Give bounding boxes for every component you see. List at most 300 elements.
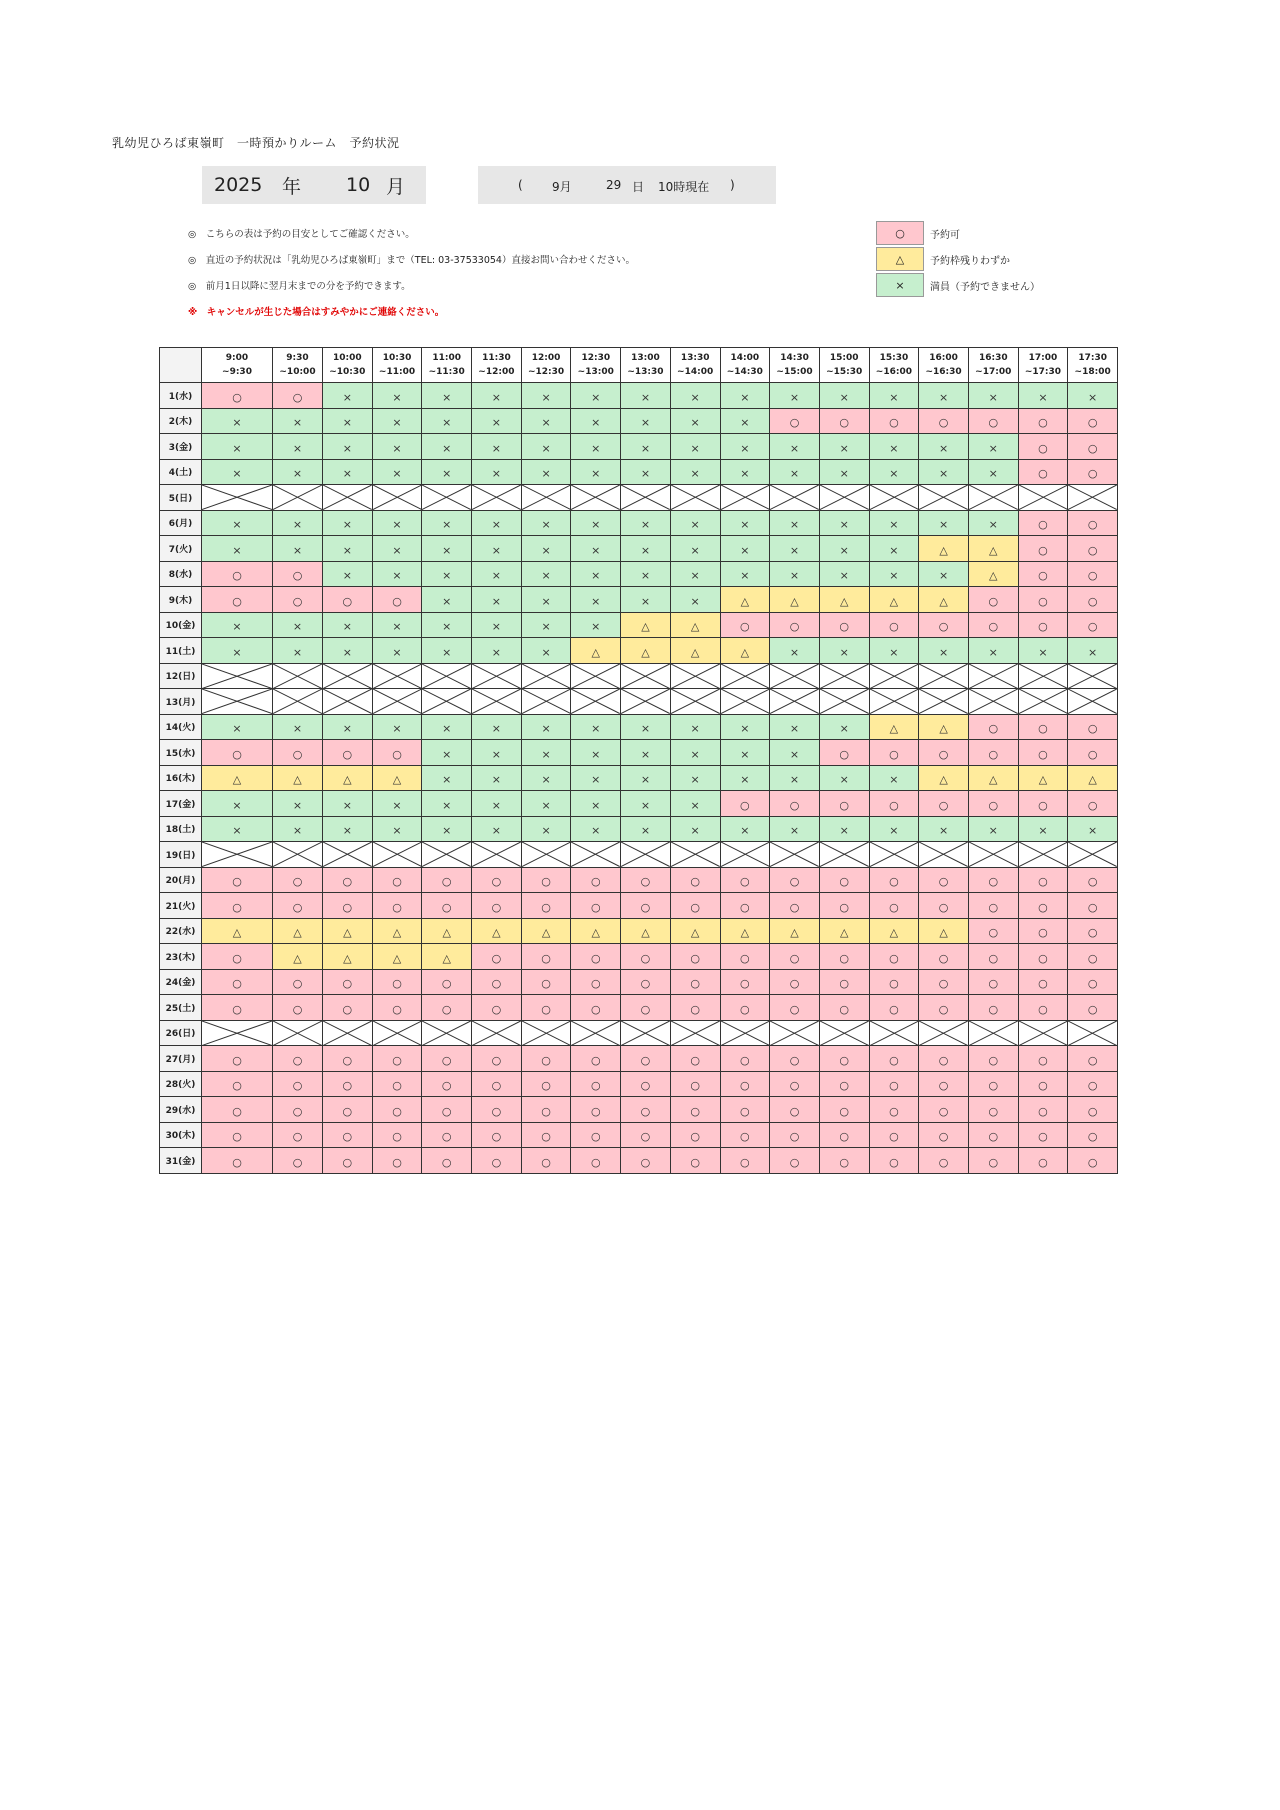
full-cell <box>571 587 621 613</box>
status-symbol: × <box>442 594 452 608</box>
closed-cross-icon <box>671 1021 720 1046</box>
available-cell <box>273 587 323 613</box>
full-cell <box>919 816 969 842</box>
legend-available-label: 予約可 <box>930 229 960 241</box>
closed-cell <box>869 842 919 868</box>
full-cell <box>869 383 919 409</box>
status-symbol: × <box>232 441 242 455</box>
time-slot-end: ~13:30 <box>627 367 664 377</box>
closed-cross-icon <box>671 664 720 689</box>
available-cell <box>720 1097 770 1123</box>
available-cell <box>720 612 770 638</box>
status-symbol: ○ <box>590 875 601 889</box>
status-symbol: × <box>690 824 700 838</box>
status-symbol: ○ <box>232 900 242 914</box>
available-cell <box>323 867 373 893</box>
status-symbol: × <box>591 467 601 481</box>
status-symbol: × <box>491 747 502 761</box>
closed-cross-icon <box>621 689 670 714</box>
status-symbol: × <box>789 467 800 481</box>
available-cell <box>968 1097 1018 1123</box>
full-cell <box>819 510 869 536</box>
status-symbol: ○ <box>640 1130 651 1144</box>
status-symbol: × <box>232 798 242 812</box>
closed-cross-icon <box>671 842 720 867</box>
full-cell <box>323 791 373 817</box>
status-symbol: × <box>640 416 651 430</box>
closed-cross-icon <box>1019 485 1068 510</box>
status-symbol: × <box>640 747 651 761</box>
full-cell <box>521 816 571 842</box>
status-symbol: × <box>889 645 899 659</box>
available-cell <box>202 1046 273 1072</box>
full-cell <box>472 561 522 587</box>
few-left-cell <box>202 918 273 944</box>
status-symbol: ○ <box>441 875 452 889</box>
status-symbol: × <box>342 645 352 659</box>
closed-cell <box>422 485 472 511</box>
status-symbol: ○ <box>938 977 949 991</box>
full-cell <box>819 383 869 409</box>
status-symbol: △ <box>740 594 750 608</box>
few-left-cell <box>1068 765 1118 791</box>
status-symbol: ○ <box>938 1104 949 1118</box>
status-symbol: ○ <box>1038 518 1048 532</box>
status-symbol: × <box>889 543 899 557</box>
full-cell <box>323 714 373 740</box>
status-symbol: ○ <box>292 875 303 889</box>
status-symbol: × <box>938 645 949 659</box>
full-cell <box>273 510 323 536</box>
closed-cell <box>323 1020 373 1046</box>
few-left-cell <box>670 638 720 664</box>
status-symbol: ○ <box>1087 1079 1098 1093</box>
time-slot-header <box>621 348 671 383</box>
closed-cross-icon <box>621 842 670 867</box>
full-cell <box>968 434 1018 460</box>
available-cell <box>323 587 373 613</box>
available-cell <box>919 995 969 1021</box>
status-symbol: ○ <box>232 1130 242 1144</box>
available-cell <box>202 969 273 995</box>
closed-cell <box>770 663 820 689</box>
few-left-cell <box>621 638 671 664</box>
day-label: 14(火) <box>160 714 202 740</box>
status-symbol: ○ <box>938 416 949 430</box>
status-symbol: × <box>541 518 551 532</box>
full-cell <box>273 536 323 562</box>
status-symbol: ○ <box>938 620 949 634</box>
closed-cell <box>202 485 273 511</box>
closed-cross-icon <box>472 664 521 689</box>
status-symbol: × <box>740 390 750 404</box>
time-slot-header <box>571 348 621 383</box>
status-symbol: ○ <box>839 1002 850 1016</box>
few-left-cell <box>1018 765 1068 791</box>
full-cell <box>869 638 919 664</box>
available-cell <box>1018 1046 1068 1072</box>
available-cell <box>968 587 1018 613</box>
status-symbol: × <box>591 824 601 838</box>
full-cell <box>770 638 820 664</box>
time-slot-end: ~11:00 <box>378 367 416 377</box>
available-cell <box>472 969 522 995</box>
status-symbol: × <box>541 747 551 761</box>
few-left-cell <box>869 714 919 740</box>
time-slot-end: ~16:30 <box>925 367 962 377</box>
closed-cell <box>1068 689 1118 715</box>
status-symbol: ○ <box>1038 416 1048 430</box>
available-cell <box>621 893 671 919</box>
full-cell <box>202 434 273 460</box>
available-cell <box>571 1046 621 1072</box>
available-cell <box>472 944 522 970</box>
available-cell <box>1068 459 1118 485</box>
available-cell <box>770 1046 820 1072</box>
status-symbol: × <box>491 569 502 583</box>
status-symbol: ○ <box>839 620 850 634</box>
status-symbol: × <box>392 518 402 532</box>
full-cell <box>621 510 671 536</box>
status-symbol: △ <box>641 620 650 634</box>
available-cell <box>521 1148 571 1174</box>
status-symbol: × <box>442 518 452 532</box>
full-cell <box>273 408 323 434</box>
status-symbol: △ <box>232 773 242 787</box>
status-symbol: × <box>839 467 849 481</box>
available-cell <box>869 1097 919 1123</box>
closed-cell <box>919 689 969 715</box>
closed-cross-icon <box>571 689 620 714</box>
table-row <box>160 383 1118 409</box>
closed-cell <box>770 842 820 868</box>
closed-cell <box>720 1020 770 1046</box>
few-left-cell <box>770 587 820 613</box>
status-symbol: × <box>591 798 601 812</box>
time-slot-end: ~15:00 <box>776 367 813 377</box>
closed-cross-icon <box>273 1021 322 1046</box>
full-cell <box>621 791 671 817</box>
status-symbol: × <box>839 569 849 583</box>
status-symbol: ○ <box>988 1053 999 1067</box>
status-symbol: △ <box>591 645 601 659</box>
closed-cell <box>273 842 323 868</box>
time-slot-header <box>670 348 720 383</box>
closed-cross-icon <box>373 689 422 714</box>
full-cell <box>621 536 671 562</box>
time-slot-end: ~12:00 <box>478 367 515 377</box>
time-slot-end: ~18:00 <box>1074 367 1111 377</box>
day-label: 4(土) <box>160 459 202 485</box>
closed-cross-icon <box>202 842 272 867</box>
few-left-cell <box>273 944 323 970</box>
table-row <box>160 893 1118 919</box>
available-cell <box>422 867 472 893</box>
full-cell <box>770 383 820 409</box>
status-symbol: × <box>292 441 303 455</box>
few-left-cell <box>621 612 671 638</box>
full-cell <box>472 510 522 536</box>
available-cell <box>1018 995 1068 1021</box>
few-left-cell <box>919 536 969 562</box>
status-symbol: × <box>392 441 402 455</box>
full-cell <box>422 561 472 587</box>
status-symbol: × <box>591 543 601 557</box>
available-cell <box>720 1122 770 1148</box>
available-cell <box>819 408 869 434</box>
status-symbol: × <box>789 773 800 787</box>
available-cell <box>919 740 969 766</box>
year-label: 年 <box>282 175 302 198</box>
closed-cross-icon <box>820 842 869 867</box>
table-row <box>160 434 1118 460</box>
full-cell <box>670 383 720 409</box>
status-symbol: △ <box>790 926 799 940</box>
status-symbol: ○ <box>690 1130 700 1144</box>
status-symbol: ○ <box>590 1002 601 1016</box>
status-symbol: ○ <box>491 1002 502 1016</box>
available-cell <box>869 867 919 893</box>
closed-cell <box>472 663 522 689</box>
available-cell <box>1018 969 1068 995</box>
closed-cell <box>521 485 571 511</box>
available-cell <box>720 1071 770 1097</box>
full-cell <box>819 765 869 791</box>
status-symbol: ○ <box>740 875 750 889</box>
time-slot-start: 16:00 <box>929 353 958 363</box>
status-symbol: ○ <box>342 1130 353 1144</box>
available-cell <box>323 1046 373 1072</box>
status-symbol: × <box>232 543 242 557</box>
status-symbol: ○ <box>1087 926 1098 940</box>
full-cell <box>521 408 571 434</box>
closed-cross-icon <box>770 689 819 714</box>
full-cell <box>372 536 422 562</box>
status-symbol: ○ <box>690 977 700 991</box>
status-symbol: ○ <box>1087 467 1098 481</box>
time-slot-start: 13:30 <box>680 353 710 363</box>
time-slot-start: 13:00 <box>631 353 660 363</box>
status-symbol: ○ <box>1038 1053 1048 1067</box>
full-cell <box>372 638 422 664</box>
status-symbol: ○ <box>342 1155 353 1169</box>
full-cell <box>968 510 1018 536</box>
status-symbol: ○ <box>740 1002 750 1016</box>
available-cell <box>621 867 671 893</box>
status-symbol: ○ <box>690 1104 700 1118</box>
closed-cell <box>372 663 422 689</box>
status-symbol: × <box>442 390 452 404</box>
status-symbol: × <box>591 569 601 583</box>
status-symbol: ○ <box>590 900 601 914</box>
full-cell <box>372 561 422 587</box>
status-symbol: × <box>541 543 551 557</box>
closed-cross-icon <box>571 485 620 510</box>
status-symbol: ○ <box>1087 594 1098 608</box>
status-symbol: ○ <box>789 1130 800 1144</box>
day-label: 17(金) <box>160 791 202 817</box>
few-left-cell <box>571 638 621 664</box>
full-cell <box>202 638 273 664</box>
status-symbol: × <box>491 645 502 659</box>
day-label: 8(水) <box>160 561 202 587</box>
available-cell <box>571 867 621 893</box>
status-symbol: △ <box>343 773 352 787</box>
full-cell <box>472 408 522 434</box>
available-cell <box>770 1122 820 1148</box>
status-symbol: × <box>232 467 242 481</box>
status-symbol: ○ <box>292 1053 303 1067</box>
closed-cell <box>422 842 472 868</box>
status-symbol: ○ <box>789 620 800 634</box>
status-symbol: ○ <box>491 1130 502 1144</box>
status-symbol: × <box>789 543 800 557</box>
status-symbol: × <box>740 518 750 532</box>
status-symbol: × <box>442 467 452 481</box>
available-cell <box>670 995 720 1021</box>
few-left-cell <box>422 918 472 944</box>
status-symbol: ○ <box>491 951 502 965</box>
status-symbol: × <box>232 824 242 838</box>
closed-cross-icon <box>571 842 620 867</box>
available-cell <box>819 1097 869 1123</box>
table-row <box>160 969 1118 995</box>
status-symbol: × <box>789 824 800 838</box>
closed-cross-icon <box>721 689 770 714</box>
status-symbol: × <box>541 773 551 787</box>
status-symbol: △ <box>641 926 650 940</box>
full-cell <box>472 459 522 485</box>
table-row <box>160 740 1118 766</box>
time-slot-header <box>720 348 770 383</box>
status-symbol: × <box>740 569 750 583</box>
time-slot-start: 12:30 <box>581 353 611 363</box>
full-cell <box>202 791 273 817</box>
full-cell <box>323 510 373 536</box>
full-cell <box>521 383 571 409</box>
closed-cross-icon <box>1068 485 1117 510</box>
closed-cross-icon <box>919 842 968 867</box>
available-cell <box>273 740 323 766</box>
status-symbol: × <box>740 416 750 430</box>
status-symbol: ○ <box>441 1079 452 1093</box>
full-cell <box>521 536 571 562</box>
status-symbol: × <box>640 569 651 583</box>
status-symbol: △ <box>690 620 700 634</box>
full-cell <box>422 816 472 842</box>
status-symbol: ○ <box>491 1053 502 1067</box>
status-symbol: ○ <box>640 1053 651 1067</box>
status-symbol: ○ <box>491 1079 502 1093</box>
available-cell <box>670 944 720 970</box>
status-symbol: ○ <box>392 900 402 914</box>
closed-cell <box>670 663 720 689</box>
table-row <box>160 1046 1118 1072</box>
status-symbol: ○ <box>938 951 949 965</box>
full-cell <box>571 408 621 434</box>
time-slot-header <box>202 348 273 383</box>
status-symbol: ○ <box>938 1002 949 1016</box>
full-cell <box>571 459 621 485</box>
status-symbol: × <box>392 467 402 481</box>
available-cell <box>869 612 919 638</box>
available-cell <box>1018 459 1068 485</box>
status-symbol: ○ <box>988 747 999 761</box>
status-symbol: ○ <box>541 951 551 965</box>
status-symbol: ○ <box>392 747 402 761</box>
available-cell <box>1018 561 1068 587</box>
full-cell <box>621 459 671 485</box>
status-symbol: × <box>591 773 601 787</box>
closed-cross-icon <box>422 664 471 689</box>
status-symbol: △ <box>939 722 948 736</box>
available-cell <box>372 995 422 1021</box>
status-symbol: △ <box>232 926 242 940</box>
day-label: 20(月) <box>160 867 202 893</box>
status-symbol: ○ <box>590 1079 601 1093</box>
time-slot-end: ~16:00 <box>875 367 912 377</box>
status-symbol: ○ <box>889 620 899 634</box>
available-cell <box>1068 510 1118 536</box>
closed-cell <box>968 663 1018 689</box>
status-symbol: × <box>938 441 949 455</box>
status-symbol: △ <box>442 926 451 940</box>
full-cell <box>919 434 969 460</box>
available-cell <box>968 612 1018 638</box>
status-symbol: △ <box>939 926 948 940</box>
status-symbol: × <box>640 824 651 838</box>
full-cell <box>372 791 422 817</box>
available-cell <box>819 969 869 995</box>
status-symbol: ○ <box>590 1104 601 1118</box>
closed-cross-icon <box>373 485 422 510</box>
available-cell <box>273 561 323 587</box>
time-slot-end: ~9:30 <box>222 367 252 377</box>
status-symbol: ○ <box>491 1104 502 1118</box>
available-cell <box>968 918 1018 944</box>
status-symbol: × <box>442 569 452 583</box>
full-cell <box>472 612 522 638</box>
available-cell <box>1018 944 1068 970</box>
full-cell <box>968 816 1018 842</box>
full-cell <box>869 459 919 485</box>
available-cell <box>919 1148 969 1174</box>
full-cell <box>621 383 671 409</box>
status-symbol: △ <box>740 926 750 940</box>
closed-cross-icon <box>1019 842 1068 867</box>
available-cell <box>472 995 522 1021</box>
status-symbol: × <box>740 543 750 557</box>
closed-cross-icon <box>202 689 272 714</box>
status-symbol: × <box>839 390 849 404</box>
status-symbol: ○ <box>1038 722 1048 736</box>
table-row <box>160 842 1118 868</box>
available-cell <box>202 561 273 587</box>
status-symbol: × <box>342 722 352 736</box>
status-symbol: △ <box>790 594 799 608</box>
status-symbol: ○ <box>789 1155 800 1169</box>
status-symbol: × <box>1088 390 1098 404</box>
available-cell <box>323 1097 373 1123</box>
available-cell <box>273 1148 323 1174</box>
available-cell <box>770 1071 820 1097</box>
status-symbol: × <box>392 798 402 812</box>
status-symbol: ○ <box>292 747 303 761</box>
time-slot-start: 10:30 <box>382 353 412 363</box>
status-symbol: ○ <box>1087 798 1098 812</box>
full-cell <box>521 765 571 791</box>
day-label: 10(金) <box>160 612 202 638</box>
